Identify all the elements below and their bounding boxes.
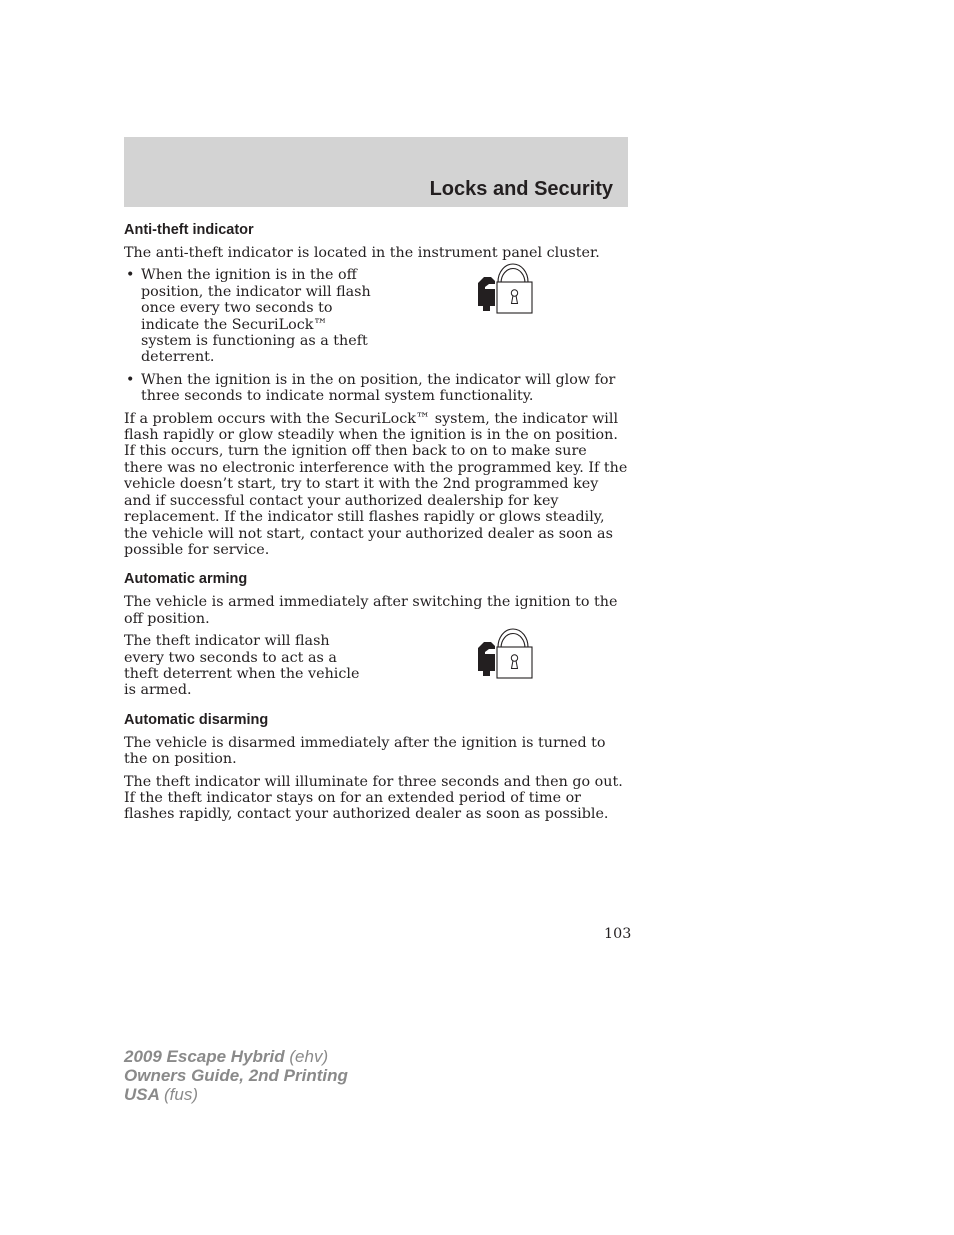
disarming-paragraph-1: The vehicle is disarmed immediately after the ignition is turned to the on position. — [124, 734, 606, 768]
anti-theft-body: If a problem occurs with the SecuriLock™ system, the indicator will flash rapidly or glow steadily when the ignition is in the on position. If this occurs, turn the ignition off then back to on to make sure there was no electronic interference with the programmed key. If the vehicle doesn’t start, try to start it with the 2nd programmed key and if successful contact your authorized dealership for key replacement. If the indicator still flashes rapidly or glows steadily, the vehicle will not start, contact your authorized dealer as soon as possible for service. — [124, 410, 628, 558]
anti-theft-intro: The anti-theft indicator is located in the instrument panel cluster. — [124, 245, 600, 261]
footer-market: USA — [124, 1085, 160, 1104]
footer-guide-edition: Owners Guide, 2nd Printing — [124, 1066, 348, 1085]
page-number: 103 — [604, 926, 632, 942]
footer-line-2 — [124, 1066, 348, 1085]
arming-paragraph-2: The theft indicator will flash every two seconds to act as a theft deterrent when the vehicle is armed. — [124, 633, 360, 699]
footer-market-code: (fus) — [164, 1085, 198, 1104]
theft-indicator-icon — [476, 627, 536, 682]
footer-line-3 — [124, 1085, 348, 1104]
footer-line-1 — [124, 1047, 348, 1066]
heading-automatic-disarming: Automatic disarming — [124, 711, 269, 728]
bullet-with-icon — [124, 267, 629, 365]
disarming-paragraph-2: The theft indicator will illuminate for three seconds and then go out. If the theft indicator stays on for an extended period of time or flashes rapidly, contact your authorized dealer as soon as possible. — [124, 773, 623, 823]
section-title: Locks and Security — [429, 178, 613, 200]
footer-model-code: (ehv) — [289, 1047, 329, 1066]
bullet-ignition-off: • When the ignition is in the off position, the indicator will flash once every two seconds to indicate the SecuriLock™ system is functioning as a theft deterrent. — [124, 267, 379, 365]
theft-indicator-icon — [476, 262, 536, 317]
heading-anti-theft-indicator: Anti-theft indicator — [124, 222, 254, 238]
arming-paragraph-1: The vehicle is armed immediately after switching the ignition to the off position. — [124, 594, 618, 627]
section-header-band — [124, 137, 628, 207]
page-content — [124, 221, 629, 829]
heading-automatic-arming: Automatic arming — [124, 571, 248, 588]
paragraph-with-icon — [124, 633, 629, 699]
document-footer — [124, 1047, 348, 1104]
bullet-ignition-on: • When the ignition is in the on position, the indicator will glow for three seconds to indicate normal system functionality. — [124, 372, 629, 405]
footer-model: 2009 Escape Hybrid — [124, 1047, 285, 1066]
